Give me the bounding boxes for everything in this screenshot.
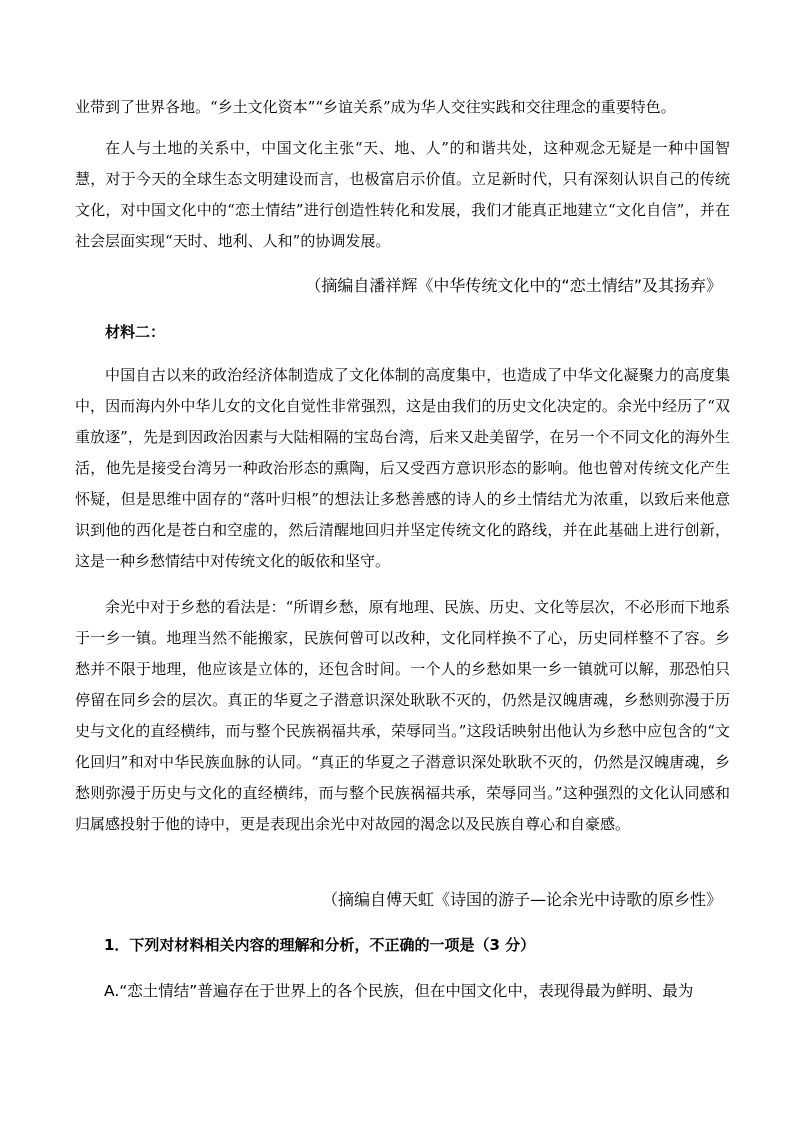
material-two-heading: 材料二： <box>105 323 166 341</box>
material-two-paragraph-2: 余光中对于乡愁的看法是：“所谓乡愁，原有地理、民族、历史、文化等层次，不必形而下地系于一乡一镇。地理当然不能搬家，民族何曾可以改种，文化同样换不了心，历史同样整不了容。乡愁并不限于地理，他应该是立体的，还包含时间。一个人的乡愁如果一乡一镇就可以解，那恐怕只停留在同乡会的层次。真正的华夏之子潜意识深处耿耿不灭的，仍然是汉魄唐魂，乡愁则弥漫于历史与文化的直经横纬，而与整个民族祸福共承，荣辱同当。”这段话映射出他认为乡愁中应包含的“文化回归”和对中华民族血脉的认同。“真正的华夏之子潜意识深处耿耿不灭的，仍然是汉魄唐魂，乡愁则弥漫于历史与文化的直经横纬，而与整个民族祸福共承，荣辱同当。”这种强烈的文化认同感和归属感投射于他的诗中，更是表现出余光中对故园的渴念以及民族自尊心和自豪感。 <box>75 598 730 833</box>
material-one-paragraph-2: 在人与土地的关系中，中国文化主张“天、地、人”的和谐共处，这种观念无疑是一种中国智慧，对于今天的全球生态文明建设而言，也极富启示价值。立足新时代，只有深刻认识自己的传统文化，对中国文化中的“恋土情结”进行创造性转化和发展，我们才能真正地建立“文化自信”，并在社会层面实现“天时、地利、人和”的协调发展。 <box>75 139 730 250</box>
material-two-source: （摘编自傅天虹《诗国的游子—论余光中诗歌的原乡性》 <box>321 890 722 909</box>
material-one-source: （摘编自潘祥辉《中华传统文化中的“恋土情结”及其扬弃》 <box>305 276 722 295</box>
question-1-stem: 1．下列对材料相关内容的理解和分析，不正确的一项是（3 分） <box>104 936 536 954</box>
material-two-paragraph-1: 中国自古以来的政治经济体制造成了文化体制的高度集中，也造成了中华文化凝聚力的高度集中，因而海内外中华儿女的文化自觉性非常强烈，这是由我们的历史文化决定的。余光中经历了“双重放逐”，先是到因政治因素与大陆相隔的宝岛台湾，后来又赴美留学，在另一个不同文化的海外生活，他先是接受台湾另一种政治形态的熏陶，后又受西方意识形态的影响。他也曾对传统文化产生怀疑，但是思维中固存的“落叶归根”的想法让多愁善感的诗人的乡土情结尤为浓重，以致后来他意识到他的西化是苍白和空虚的，然后清醒地回归并坚定传统文化的路线，并在此基础上进行创新，这是一种乡愁情结中对传统文化的皈依和坚守。 <box>75 366 730 570</box>
question-1-option-a: A.“恋土情结”普遍存在于世界上的各个民族，但在中国文化中，表现得最为鲜明、最为 <box>104 982 694 1000</box>
material-one-paragraph-tail: 业带到了世界各地。“乡土文化资本”“乡谊关系”成为华人交往实践和交往理念的重要特色。 <box>75 98 676 116</box>
